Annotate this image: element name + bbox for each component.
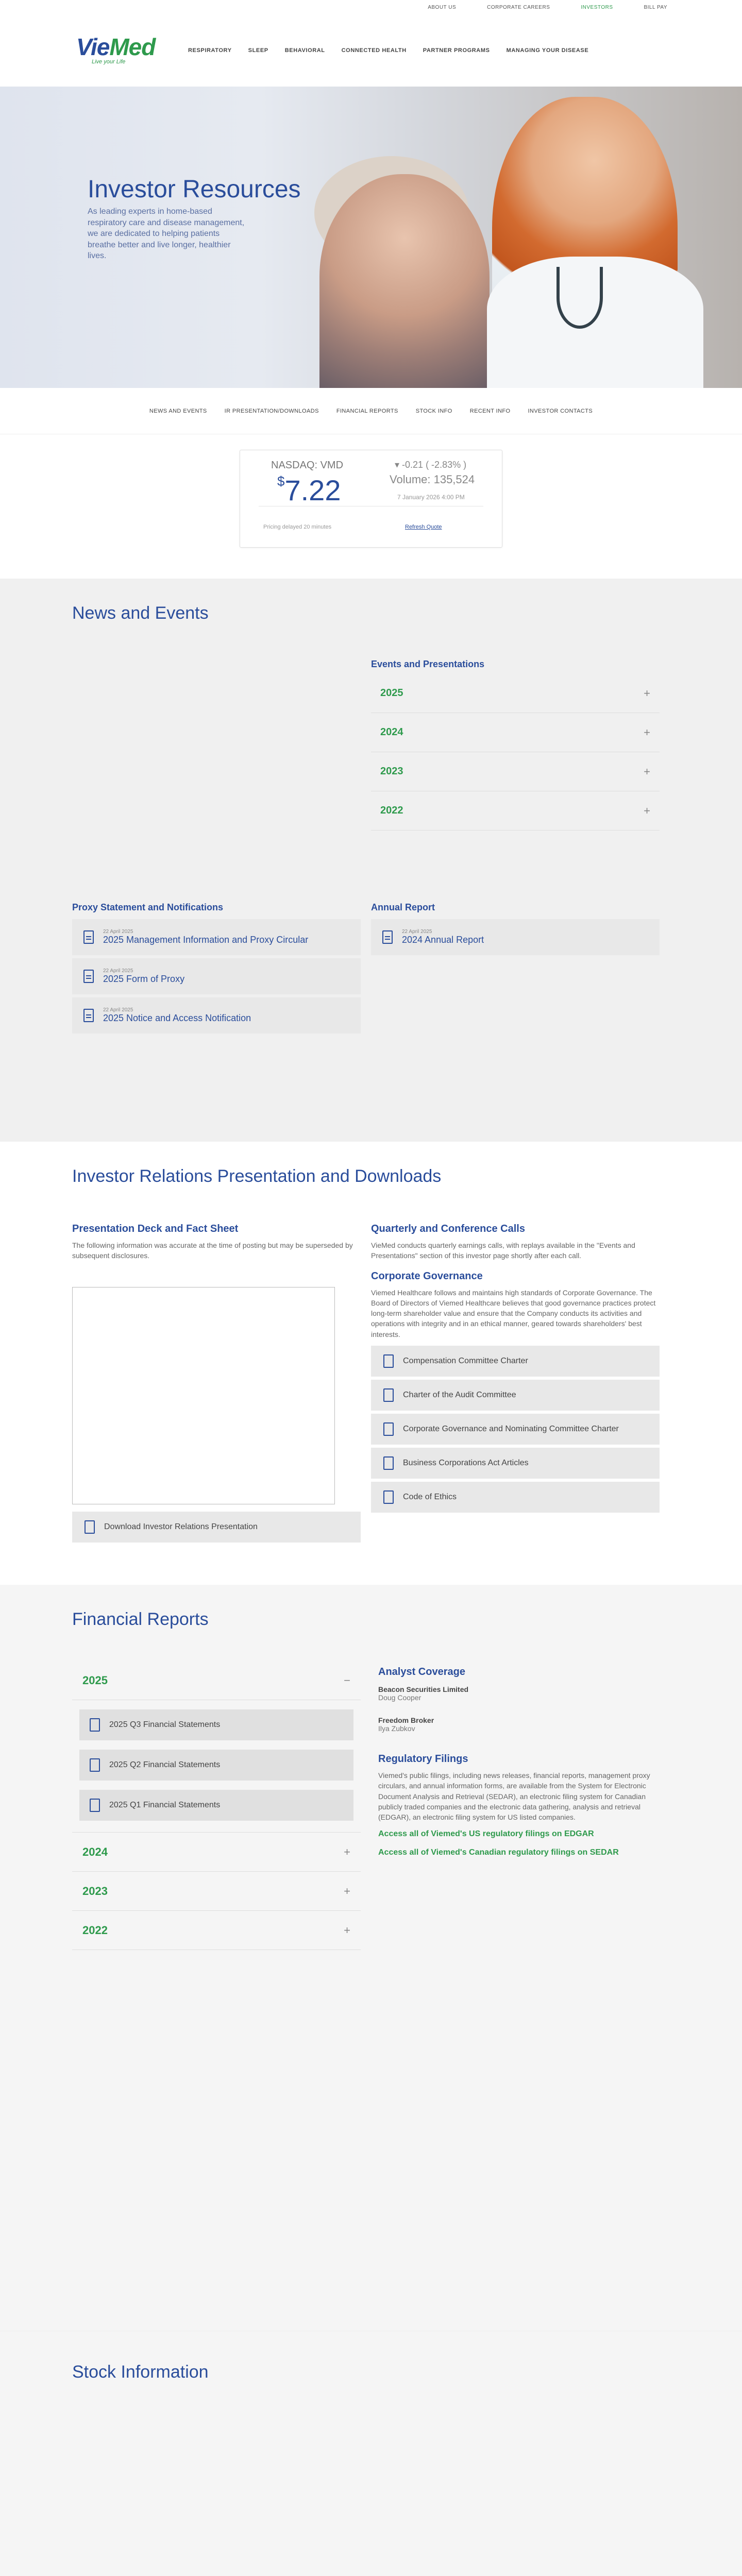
doc-title: 2024 Annual Report	[402, 935, 484, 945]
top-utility-bar	[0, 0, 742, 14]
top-link-careers[interactable]: CORPORATE CAREERS	[487, 4, 550, 10]
doc-title: 2025 Form of Proxy	[103, 974, 185, 984]
quote-volume: Volume: 135,524	[390, 473, 475, 486]
presentation-viewer[interactable]	[72, 1287, 335, 1504]
sedar-link[interactable]: Access all of Viemed's Canadian regulatory filings on SEDAR	[378, 1848, 619, 1857]
top-link-billpay[interactable]: BILL PAY	[644, 4, 667, 10]
subnav-presentation[interactable]: IR PRESENTATION/DOWNLOADS	[224, 408, 319, 414]
hero-patient-image-body	[319, 174, 490, 388]
subnav-stock[interactable]: STOCK INFO	[415, 408, 452, 414]
analyst-firm: Freedom Broker	[378, 1716, 434, 1724]
subnav-recent[interactable]: RECENT INFO	[469, 408, 511, 414]
doc-title: 2025 Management Information and Proxy Circular	[103, 935, 309, 945]
gov-item-label: Compensation Committee Charter	[403, 1357, 528, 1366]
fin-year-label: 2023	[82, 1884, 108, 1897]
quote-symbol: NASDAQ: VMD	[271, 460, 344, 471]
nav-connected-health[interactable]: CONNECTED HEALTH	[341, 47, 407, 54]
document-icon	[383, 1456, 394, 1470]
events-year-label: 2022	[380, 805, 403, 816]
events-year-2025[interactable]	[371, 674, 660, 713]
annual-report-title: Annual Report	[371, 902, 435, 912]
news-events-section	[0, 579, 742, 1142]
document-icon	[383, 1354, 394, 1368]
logo-name-green: Med	[109, 33, 156, 60]
fin-doc-q2[interactable]	[79, 1750, 353, 1781]
document-icon	[83, 970, 94, 983]
events-year-label: 2025	[380, 687, 403, 699]
events-year-2024[interactable]	[371, 713, 660, 752]
gov-item-label: Code of Ethics	[403, 1493, 457, 1502]
expand-icon: +	[644, 804, 650, 817]
gov-item-label: Business Corporations Act Articles	[403, 1459, 529, 1468]
top-link-about[interactable]: ABOUT US	[428, 4, 457, 10]
document-icon	[83, 1009, 94, 1022]
quote-date: 7 January 2026 4:00 PM	[397, 494, 465, 501]
expand-icon: +	[644, 725, 650, 739]
nav-behavioral[interactable]: BEHAVIORAL	[284, 47, 325, 54]
fin-year-label: 2025	[82, 1673, 108, 1687]
expand-icon: +	[644, 765, 650, 778]
gov-audit-charter[interactable]	[371, 1380, 660, 1411]
fin-doc-label: 2025 Q1 Financial Statements	[109, 1801, 221, 1809]
calls-text: VieMed conducts quarterly earnings calls, with replays available in the "Events and Presentations" section of this investor page shortly after each call.	[371, 1241, 635, 1260]
regulatory-text: Viemed's public filings, including news releases, financial reports, management proxy circulars, and annual information forms, are available from the System for Electronic Document Analysis and Retrieval (SEDAR), an electronic filing system for Canadian publicly traded companies and the electronic data gathering, analysis and retrieval (EDGAR), an electronic filing system for US listed companies.	[378, 1771, 650, 1822]
nav-respiratory[interactable]: RESPIRATORY	[188, 47, 232, 54]
analyst-title: Analyst Coverage	[378, 1666, 465, 1677]
proxy-doc-notice[interactable]	[72, 997, 361, 1033]
gov-bca-articles[interactable]	[371, 1448, 660, 1479]
governance-title: Corporate Governance	[371, 1270, 483, 1282]
fin-year-2023[interactable]	[72, 1872, 361, 1911]
document-icon	[90, 1758, 100, 1772]
edgar-link[interactable]: Access all of Viemed's US regulatory filings on EDGAR	[378, 1829, 594, 1839]
hero-title: Investor Resources	[88, 176, 301, 203]
gov-item-label: Corporate Governance and Nominating Committee Charter	[403, 1425, 619, 1434]
gov-code-of-ethics[interactable]	[371, 1482, 660, 1513]
subnav-news[interactable]: NEWS AND EVENTS	[149, 408, 207, 414]
calls-title: Quarterly and Conference Calls	[371, 1223, 525, 1234]
quote-change: ▾ -0.21 ( -2.83% )	[395, 460, 467, 470]
fin-year-label: 2024	[82, 1845, 108, 1858]
quote-price-value: 7.22	[284, 474, 341, 506]
viemed-logo[interactable]	[76, 33, 155, 65]
subnav-contacts[interactable]: INVESTOR CONTACTS	[528, 408, 593, 414]
gov-item-label: Charter of the Audit Committee	[403, 1391, 516, 1400]
proxy-doc-circular[interactable]	[72, 919, 361, 955]
fin-doc-label: 2025 Q2 Financial Statements	[109, 1760, 221, 1769]
events-title: Events and Presentations	[371, 659, 485, 669]
doc-date: 22 April 2025	[103, 1007, 133, 1013]
download-label: Download Investor Relations Presentation	[104, 1522, 258, 1531]
doc-date: 22 April 2025	[103, 929, 133, 935]
financial-section-title: Financial Reports	[72, 1609, 209, 1629]
events-year-label: 2023	[380, 766, 403, 777]
quote-delay-note: Pricing delayed 20 minutes	[263, 524, 332, 530]
presentation-section-title: Investor Relations Presentation and Downloads	[72, 1166, 442, 1186]
collapse-icon: −	[344, 1673, 350, 1687]
events-year-label: 2024	[380, 726, 403, 738]
document-icon	[382, 930, 393, 944]
stock-quote-card	[240, 450, 502, 548]
governance-text: Viemed Healthcare follows and maintains high standards of Corporate Governance. The Board of Directors of Viemed Healthcare believes that good governance practices protect long-term shareholder value and ensure that the Company conducts its activities and operations with integrity and in an ethical manner, geared towards shareholders' best interests.	[371, 1288, 656, 1338]
doc-date: 22 April 2025	[103, 968, 133, 974]
fin-doc-q1[interactable]	[79, 1790, 353, 1821]
financial-reports-section	[0, 1585, 742, 2331]
hero-banner	[0, 87, 742, 388]
deck-text: The following information was accurate at the time of posting but may be superseded by subsequent disclosures.	[72, 1241, 353, 1260]
hero-text: As leading experts in home-based respiratory care and disease management, we are dedicated to helping patients breathe better and live longer, healthier lives.	[88, 207, 245, 261]
expand-icon: +	[344, 1923, 350, 1937]
document-icon	[83, 930, 94, 944]
analyst-name: Ilya Zubkov	[378, 1724, 415, 1733]
events-year-2023[interactable]	[371, 752, 660, 791]
logo-name-blue: Vie	[76, 33, 110, 60]
proxy-title: Proxy Statement and Notifications	[72, 902, 224, 912]
regulatory-title: Regulatory Filings	[378, 1753, 468, 1765]
refresh-quote-link[interactable]: Refresh Quote	[405, 524, 442, 530]
investor-subnav	[0, 388, 742, 434]
gov-compensation-charter[interactable]	[371, 1346, 660, 1377]
site-header	[0, 14, 742, 87]
doc-date: 22 April 2025	[402, 929, 432, 935]
quote-currency: $	[277, 473, 285, 489]
nav-sleep[interactable]: SLEEP	[248, 47, 268, 54]
document-icon	[90, 1718, 100, 1732]
analyst-entry	[378, 1685, 656, 1702]
document-icon	[90, 1799, 100, 1812]
nav-managing-disease[interactable]: MANAGING YOUR DISEASE	[506, 47, 589, 54]
events-year-2022[interactable]	[371, 791, 660, 831]
stock-section-title: Stock Information	[72, 2362, 209, 2382]
fin-year-label: 2022	[82, 1923, 108, 1937]
expand-icon: +	[644, 686, 650, 700]
document-icon	[383, 1388, 394, 1402]
presentation-section	[0, 1142, 742, 1585]
fin-year-2024[interactable]	[72, 1833, 361, 1872]
stethoscope-image	[556, 267, 603, 329]
subnav-financial[interactable]: FINANCIAL REPORTS	[336, 408, 398, 414]
gov-nominating-charter[interactable]	[371, 1414, 660, 1445]
proxy-doc-form[interactable]	[72, 958, 361, 994]
logo-tagline: Live your Life	[92, 59, 126, 65]
expand-icon: +	[344, 1884, 350, 1897]
document-icon	[85, 1520, 95, 1534]
document-icon	[383, 1422, 394, 1436]
quote-price	[277, 473, 341, 507]
fin-year-2025[interactable]	[72, 1661, 361, 1700]
fin-doc-label: 2025 Q3 Financial Statements	[109, 1720, 221, 1729]
stock-info-section	[0, 2331, 742, 2576]
download-presentation-button[interactable]	[72, 1512, 361, 1543]
analyst-name: Doug Cooper	[378, 1693, 421, 1702]
top-link-investors[interactable]: INVESTORS	[581, 4, 613, 10]
analyst-firm: Beacon Securities Limited	[378, 1685, 469, 1693]
document-icon	[383, 1490, 394, 1504]
expand-icon: +	[344, 1845, 350, 1858]
annual-report-doc[interactable]	[371, 919, 660, 955]
deck-title: Presentation Deck and Fact Sheet	[72, 1223, 239, 1234]
main-nav	[188, 47, 588, 54]
analyst-entry	[378, 1716, 656, 1733]
nav-partner-programs[interactable]: PARTNER PROGRAMS	[423, 47, 490, 54]
news-section-title: News and Events	[72, 603, 209, 623]
fin-year-2022[interactable]	[72, 1911, 361, 1950]
fin-doc-q3[interactable]	[79, 1709, 353, 1740]
doc-title: 2025 Notice and Access Notification	[103, 1013, 251, 1023]
